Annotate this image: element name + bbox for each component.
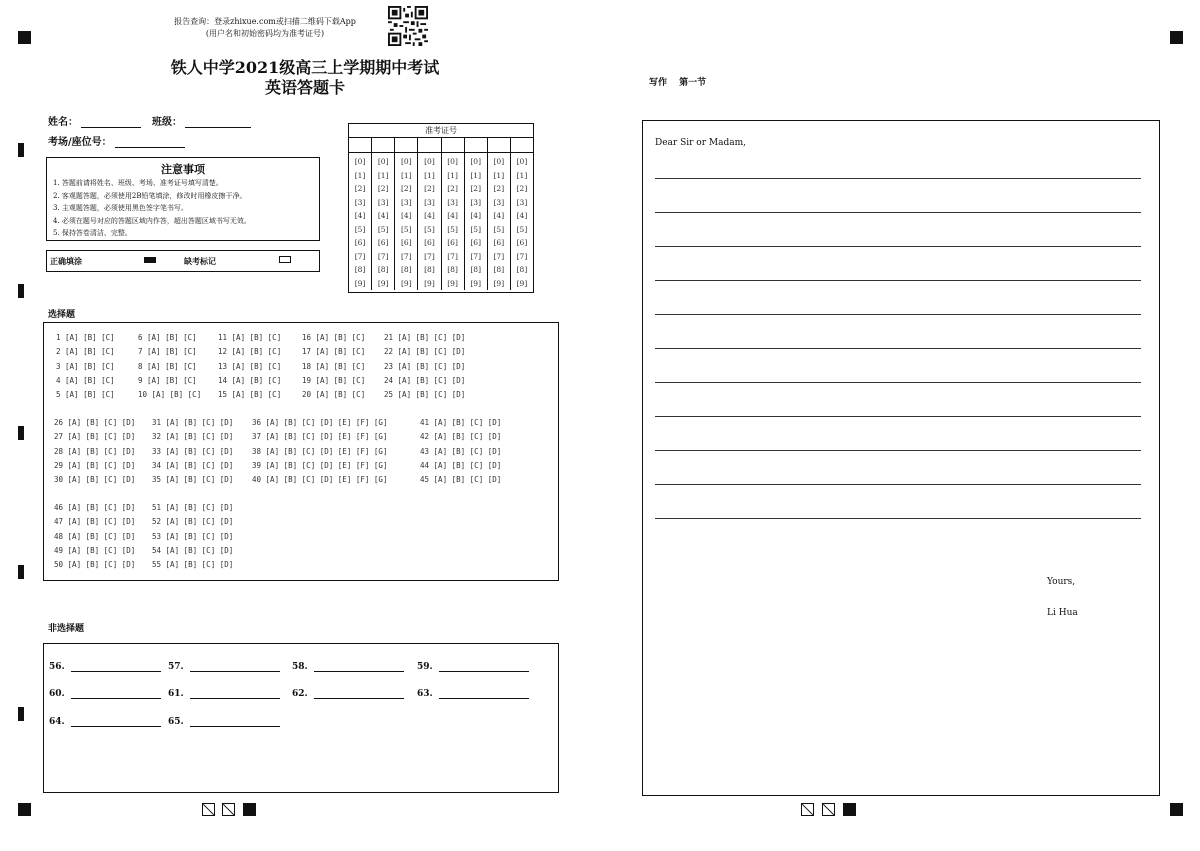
admission-digit-bubble[interactable]: [2] bbox=[447, 184, 458, 193]
admission-digit-bubble[interactable]: [8] bbox=[424, 265, 435, 274]
blank-number: 59. bbox=[417, 662, 433, 672]
admission-column bbox=[418, 153, 441, 290]
admission-digit-bubble[interactable]: [8] bbox=[447, 265, 458, 274]
choice-question-options[interactable]: 44 [A] [B] [C] [D] bbox=[420, 460, 502, 470]
admission-digit-bubble[interactable]: [9] bbox=[493, 278, 505, 288]
admission-column bbox=[395, 153, 418, 290]
choice-question-options[interactable]: 53 [A] [B] [C] [D] bbox=[152, 531, 234, 541]
choice-question-options[interactable]: 1 [A] [B] [C] bbox=[56, 333, 115, 342]
choice-question-options[interactable]: 45 [A] [B] [C] [D] bbox=[420, 475, 502, 485]
name-label: 姓名： bbox=[48, 117, 78, 128]
class-input-line[interactable] bbox=[185, 117, 251, 128]
page-mark bbox=[202, 803, 215, 816]
blank-input-line[interactable] bbox=[71, 688, 161, 699]
letter-greeting: Dear Sir or Madam, bbox=[655, 138, 746, 148]
choice-question-options[interactable]: 6 [A] [B] [C] bbox=[138, 333, 197, 342]
admission-digit-bubble[interactable]: [9] bbox=[516, 278, 528, 288]
writing-heading: 写作 第一节 bbox=[649, 78, 707, 88]
admission-cell[interactable] bbox=[511, 138, 533, 152]
class-label: 班级： bbox=[152, 117, 182, 128]
choice-section-label: 选择题 bbox=[48, 310, 76, 320]
page-title bbox=[130, 58, 480, 98]
admission-digit-bubble[interactable]: [3] bbox=[354, 197, 366, 207]
admission-digit-bubble[interactable]: [0] bbox=[424, 157, 435, 166]
page-mark bbox=[843, 803, 856, 816]
choice-question-options[interactable]: 51 [A] [B] [C] [D] bbox=[152, 503, 234, 512]
blank-number: 62. bbox=[292, 689, 308, 699]
page-mark bbox=[822, 803, 835, 816]
blank-answer bbox=[168, 661, 280, 672]
admission-digit-bubble[interactable]: [0] bbox=[447, 157, 458, 166]
choice-question-options[interactable]: 4 [A] [B] [C] bbox=[56, 375, 115, 385]
admission-digit-bubble[interactable]: [9] bbox=[354, 278, 366, 288]
choice-question-options[interactable]: 20 [A] [B] [C] bbox=[302, 390, 366, 400]
blank-input-line[interactable] bbox=[439, 688, 529, 699]
choice-question-options[interactable]: 36 [A] [B] [C] [D] [E] [F] [G] bbox=[252, 418, 388, 427]
admission-digit-bubble[interactable]: [4] bbox=[377, 211, 389, 220]
blank-input-line[interactable] bbox=[439, 661, 529, 672]
choice-question-options[interactable]: 47 [A] [B] [C] [D] bbox=[54, 517, 136, 527]
admission-digit-bubble[interactable]: [6] bbox=[354, 238, 366, 247]
choice-question-options[interactable]: 32 [A] [B] [C] [D] bbox=[152, 432, 234, 442]
choice-question-options[interactable]: 22 [A] [B] [C] [D] bbox=[384, 347, 466, 357]
admission-digit-bubble[interactable]: [2] bbox=[401, 184, 412, 193]
blank-input-line[interactable] bbox=[314, 661, 404, 672]
admission-digit-bubble[interactable]: [3] bbox=[401, 197, 412, 207]
notes-item: 2. 客观题答题，必须使用2B铅笔填涂，修改时用橡皮擦干净。 bbox=[53, 191, 247, 200]
admission-digit-bubble[interactable]: [4] bbox=[447, 211, 458, 220]
admission-cell[interactable] bbox=[418, 138, 441, 152]
report-notice-line1: 报告查询：登录zhixue.com或扫描二维码下载App bbox=[174, 17, 356, 26]
admission-digit-bubble[interactable]: [1] bbox=[401, 170, 412, 180]
choice-question-options[interactable]: 49 [A] [B] [C] [D] bbox=[54, 545, 136, 555]
qr-code-icon bbox=[388, 6, 428, 46]
registration-mark bbox=[1170, 803, 1183, 816]
admission-column bbox=[488, 153, 511, 290]
choice-question-options[interactable]: 39 [A] [B] [C] [D] [E] [F] [G] bbox=[252, 460, 388, 470]
blank-input-line[interactable] bbox=[190, 661, 280, 672]
admission-digit-bubble[interactable]: [1] bbox=[424, 170, 435, 180]
choice-question-options[interactable]: 55 [A] [B] [C] [D] bbox=[152, 560, 234, 570]
blank-number: 58. bbox=[292, 662, 308, 672]
blank-answer bbox=[49, 688, 161, 699]
registration-mark bbox=[18, 31, 31, 44]
admission-digit-bubble[interactable]: [6] bbox=[493, 238, 505, 247]
notes-title: 注意事项 bbox=[161, 163, 205, 176]
admission-digit-bubble[interactable]: [3] bbox=[424, 197, 435, 207]
admission-number-grid bbox=[348, 123, 534, 293]
choice-question-options[interactable]: 14 [A] [B] [C] bbox=[218, 375, 282, 385]
choice-question-options[interactable]: 25 [A] [B] [C] [D] bbox=[384, 390, 466, 400]
admission-digit-bubble[interactable]: [5] bbox=[354, 224, 366, 234]
choice-question-options[interactable]: 23 [A] [B] [C] [D] bbox=[384, 361, 466, 371]
writing-line[interactable] bbox=[655, 246, 1141, 247]
choice-question-options[interactable]: 34 [A] [B] [C] [D] bbox=[152, 460, 234, 470]
admission-digit-bubble[interactable]: [2] bbox=[377, 184, 389, 193]
choice-question-options[interactable]: 26 [A] [B] [C] [D] bbox=[54, 418, 136, 427]
admission-digit-bubble[interactable]: [9] bbox=[470, 278, 481, 288]
admission-column bbox=[465, 153, 488, 290]
choice-question-options[interactable]: 10 [A] [B] [C] bbox=[138, 390, 202, 400]
blank-input-line[interactable] bbox=[71, 716, 161, 727]
writing-line[interactable] bbox=[655, 348, 1141, 349]
admission-digit-bubble[interactable]: [8] bbox=[377, 265, 389, 274]
blank-input-line[interactable] bbox=[190, 688, 280, 699]
admission-digit-bubble[interactable]: [5] bbox=[401, 224, 412, 234]
choice-question-options[interactable]: 15 [A] [B] [C] bbox=[218, 390, 282, 400]
registration-mark bbox=[1170, 31, 1183, 44]
choice-question-options[interactable]: 40 [A] [B] [C] [D] [E] [F] [G] bbox=[252, 475, 388, 485]
admission-digit-bubble[interactable]: [7] bbox=[470, 251, 481, 261]
writing-line[interactable] bbox=[655, 178, 1141, 179]
admission-digit-bubble[interactable]: [8] bbox=[516, 265, 528, 274]
admission-digit-bubble[interactable]: [0] bbox=[354, 157, 366, 166]
choice-question-options[interactable]: 24 [A] [B] [C] [D] bbox=[384, 375, 466, 385]
admission-digit-bubble[interactable]: [7] bbox=[401, 251, 412, 261]
blank-answer bbox=[417, 688, 529, 699]
seat-label: 考场/座位号： bbox=[48, 137, 112, 148]
letter-signature: Li Hua bbox=[1047, 608, 1078, 618]
blank-number: 64. bbox=[49, 717, 65, 727]
admission-column bbox=[349, 153, 372, 290]
admission-digit-bubble[interactable]: [8] bbox=[493, 265, 505, 274]
name-input-line[interactable] bbox=[81, 117, 141, 128]
admission-digit-bubble[interactable]: [5] bbox=[377, 224, 389, 234]
choice-question-options[interactable]: 5 [A] [B] [C] bbox=[56, 390, 115, 400]
registration-mark bbox=[18, 803, 31, 816]
choice-answer-box bbox=[43, 322, 559, 581]
admission-digit-bubble[interactable]: [9] bbox=[401, 278, 412, 288]
admission-digit-bubble[interactable]: [1] bbox=[516, 170, 528, 180]
admission-digit-bubble[interactable]: [5] bbox=[493, 224, 505, 234]
admission-digit-bubble[interactable]: [5] bbox=[516, 224, 528, 234]
admission-digit-bubble[interactable]: [2] bbox=[516, 184, 528, 193]
timing-mark bbox=[18, 284, 24, 298]
admission-digit-bubble[interactable]: [1] bbox=[354, 170, 366, 180]
choice-question-options[interactable]: 8 [A] [B] [C] bbox=[138, 361, 197, 371]
writing-line[interactable] bbox=[655, 382, 1141, 383]
blank-input-line[interactable] bbox=[190, 716, 280, 727]
admission-digit-bubble[interactable]: [6] bbox=[470, 238, 481, 247]
choice-question-options[interactable]: 13 [A] [B] [C] bbox=[218, 361, 282, 371]
admission-digit-bubble[interactable]: [5] bbox=[424, 224, 435, 234]
blank-input-line[interactable] bbox=[71, 661, 161, 672]
admission-cell[interactable] bbox=[488, 138, 511, 152]
choice-question-options[interactable]: 38 [A] [B] [C] [D] [E] [F] [G] bbox=[252, 446, 388, 456]
admission-digit-bubble[interactable]: [5] bbox=[470, 224, 481, 234]
blank-answer bbox=[168, 688, 280, 699]
admission-column bbox=[442, 153, 465, 290]
report-notice bbox=[150, 16, 380, 40]
admission-write-cells bbox=[349, 138, 533, 153]
choice-question-options[interactable]: 9 [A] [B] [C] bbox=[138, 375, 197, 385]
admission-digit-bubble[interactable]: [4] bbox=[424, 211, 435, 220]
writing-answer-box bbox=[642, 120, 1160, 796]
blank-answer bbox=[292, 688, 404, 699]
name-field bbox=[48, 113, 141, 128]
admission-title: 准考证号 bbox=[349, 124, 533, 138]
choice-question-options[interactable]: 50 [A] [B] [C] [D] bbox=[54, 560, 136, 570]
absent-mark-label: 缺考标记 bbox=[184, 256, 216, 266]
choice-question-options[interactable]: 41 [A] [B] [C] [D] bbox=[420, 418, 502, 427]
choice-question-options[interactable]: 29 [A] [B] [C] [D] bbox=[54, 460, 136, 470]
choice-question-options[interactable]: 46 [A] [B] [C] [D] bbox=[54, 503, 136, 512]
admission-digit-bubble[interactable]: [3] bbox=[447, 197, 458, 207]
admission-digit-bubble[interactable]: [1] bbox=[493, 170, 505, 180]
choice-question-options[interactable]: 27 [A] [B] [C] [D] bbox=[54, 432, 136, 442]
notes-item: 3. 主观题答题，必须使用黑色签字笔书写。 bbox=[53, 204, 188, 212]
timing-mark bbox=[18, 565, 24, 579]
admission-digit-bubble[interactable]: [6] bbox=[424, 238, 435, 247]
nonchoice-section-label: 非选择题 bbox=[48, 624, 85, 634]
admission-digit-bubble[interactable]: [7] bbox=[493, 251, 505, 261]
choice-question-options[interactable]: 7 [A] [B] [C] bbox=[138, 347, 197, 357]
blank-number: 63. bbox=[417, 689, 433, 699]
choice-question-options[interactable]: 3 [A] [B] [C] bbox=[56, 361, 115, 371]
blank-number: 65. bbox=[168, 717, 184, 727]
choice-question-options[interactable]: 48 [A] [B] [C] [D] bbox=[54, 531, 136, 541]
admission-digit-bubble[interactable]: [3] bbox=[377, 197, 389, 207]
admission-digit-bubble[interactable]: [9] bbox=[377, 278, 389, 288]
blank-answer bbox=[417, 661, 529, 672]
notes-item: 4. 必须在题号对应的答题区域内作答，超出答题区域书写无效。 bbox=[53, 216, 251, 225]
report-notice-line2: (用户名和初始密码均为准考证号) bbox=[205, 29, 325, 38]
writing-line[interactable] bbox=[655, 416, 1141, 417]
nonchoice-answer-box bbox=[43, 643, 559, 793]
choice-question-options[interactable]: 19 [A] [B] [C] bbox=[302, 375, 366, 385]
admission-cell[interactable] bbox=[349, 138, 372, 152]
admission-digit-bubble[interactable]: [9] bbox=[424, 278, 435, 288]
page-mark bbox=[222, 803, 235, 816]
admission-digit-bubble[interactable]: [4] bbox=[401, 211, 412, 220]
admission-digit-bubble[interactable]: [1] bbox=[377, 170, 389, 180]
admission-digit-bubble[interactable]: [7] bbox=[354, 251, 366, 261]
seat-input-line[interactable] bbox=[115, 137, 185, 148]
admission-digit-bubble[interactable]: [2] bbox=[493, 184, 505, 193]
choice-question-options[interactable]: 54 [A] [B] [C] [D] bbox=[152, 545, 234, 555]
choice-question-options[interactable]: 16 [A] [B] [C] bbox=[302, 333, 366, 342]
admission-column bbox=[372, 153, 395, 290]
choice-question-options[interactable]: 17 [A] [B] [C] bbox=[302, 347, 366, 357]
blank-answer bbox=[168, 716, 280, 727]
choice-question-options[interactable]: 11 [A] [B] [C] bbox=[218, 333, 282, 342]
admission-digit-bubble[interactable]: [9] bbox=[447, 278, 458, 288]
admission-digit-bubble[interactable]: [7] bbox=[377, 251, 389, 261]
admission-cell[interactable] bbox=[442, 138, 465, 152]
page-title-line1: 铁人中学2021级高三上学期期中考试 bbox=[170, 58, 440, 77]
choice-question-options[interactable]: 12 [A] [B] [C] bbox=[218, 347, 282, 357]
admission-bubble-columns bbox=[349, 153, 533, 290]
page-mark bbox=[801, 803, 814, 816]
page-mark bbox=[243, 803, 256, 816]
choice-question-options[interactable]: 42 [A] [B] [C] [D] bbox=[420, 432, 502, 442]
choice-question-options[interactable]: 31 [A] [B] [C] [D] bbox=[152, 418, 234, 427]
choice-question-options[interactable]: 30 [A] [B] [C] [D] bbox=[54, 475, 136, 485]
writing-line[interactable] bbox=[655, 212, 1141, 213]
page-title-line2: 英语答题卡 bbox=[264, 78, 345, 97]
timing-mark bbox=[18, 143, 24, 157]
admission-digit-bubble[interactable]: [0] bbox=[401, 157, 412, 166]
blank-number: 57. bbox=[168, 662, 184, 672]
blank-answer bbox=[49, 661, 161, 672]
timing-mark bbox=[18, 426, 24, 440]
admission-digit-bubble[interactable]: [0] bbox=[377, 157, 389, 166]
writing-line[interactable] bbox=[655, 280, 1141, 281]
admission-digit-bubble[interactable]: [8] bbox=[401, 265, 412, 274]
admission-digit-bubble[interactable]: [6] bbox=[516, 238, 528, 247]
admission-digit-bubble[interactable]: [8] bbox=[470, 265, 481, 274]
admission-digit-bubble[interactable]: [1] bbox=[470, 170, 481, 180]
absent-mark-checkbox[interactable] bbox=[279, 256, 291, 263]
writing-line[interactable] bbox=[655, 450, 1141, 451]
blank-answer bbox=[292, 661, 404, 672]
blank-number: 61. bbox=[168, 689, 184, 699]
notes-item: 1. 答题前请将姓名、班级、考场、准考证号填写清楚。 bbox=[53, 179, 223, 187]
admission-digit-bubble[interactable]: [6] bbox=[401, 238, 412, 247]
admission-cell[interactable] bbox=[395, 138, 418, 152]
admission-digit-bubble[interactable]: [0] bbox=[493, 157, 505, 166]
blank-number: 56. bbox=[49, 662, 65, 672]
choice-question-options[interactable]: 35 [A] [B] [C] [D] bbox=[152, 475, 234, 485]
admission-digit-bubble[interactable]: [7] bbox=[516, 251, 528, 261]
admission-digit-bubble[interactable]: [2] bbox=[470, 184, 481, 193]
admission-digit-bubble[interactable]: [5] bbox=[447, 224, 458, 234]
admission-cell[interactable] bbox=[465, 138, 488, 152]
seat-field bbox=[48, 133, 185, 148]
choice-question-options[interactable]: 37 [A] [B] [C] [D] [E] [F] [G] bbox=[252, 432, 388, 442]
correct-fill-sample bbox=[144, 257, 156, 263]
admission-column bbox=[511, 153, 533, 290]
choice-question-options[interactable]: 28 [A] [B] [C] [D] bbox=[54, 446, 136, 456]
admission-digit-bubble[interactable]: [6] bbox=[377, 238, 389, 247]
choice-question-options[interactable]: 18 [A] [B] [C] bbox=[302, 361, 366, 371]
choice-question-options[interactable]: 52 [A] [B] [C] [D] bbox=[152, 517, 234, 527]
notes-item: 5. 保持答卷清洁、完整。 bbox=[53, 229, 132, 237]
notes-box bbox=[46, 157, 320, 241]
admission-digit-bubble[interactable]: [6] bbox=[447, 238, 458, 247]
choice-question-options[interactable]: 43 [A] [B] [C] [D] bbox=[420, 446, 502, 456]
blank-number: 60. bbox=[49, 689, 65, 699]
blank-input-line[interactable] bbox=[314, 688, 404, 699]
correct-fill-label: 正确填涂 bbox=[50, 256, 82, 266]
admission-digit-bubble[interactable]: [3] bbox=[493, 197, 505, 207]
blank-answer bbox=[49, 716, 161, 727]
admission-digit-bubble[interactable]: [3] bbox=[470, 197, 481, 207]
admission-digit-bubble[interactable]: [2] bbox=[424, 184, 435, 193]
choice-question-options[interactable]: 2 [A] [B] [C] bbox=[56, 347, 115, 357]
writing-line[interactable] bbox=[655, 484, 1141, 485]
admission-digit-bubble[interactable]: [3] bbox=[516, 197, 528, 207]
fill-legend bbox=[46, 250, 320, 272]
admission-digit-bubble[interactable]: [4] bbox=[470, 211, 481, 220]
admission-digit-bubble[interactable]: [7] bbox=[447, 251, 458, 261]
writing-line[interactable] bbox=[655, 518, 1141, 519]
admission-digit-bubble[interactable]: [4] bbox=[516, 211, 528, 220]
timing-mark bbox=[18, 707, 24, 721]
choice-question-options[interactable]: 21 [A] [B] [C] [D] bbox=[384, 333, 466, 342]
admission-digit-bubble[interactable]: [7] bbox=[424, 251, 435, 261]
admission-digit-bubble[interactable]: [1] bbox=[447, 170, 458, 180]
admission-digit-bubble[interactable]: [4] bbox=[493, 211, 505, 220]
class-field bbox=[152, 113, 251, 128]
admission-digit-bubble[interactable]: [0] bbox=[470, 157, 481, 166]
writing-line[interactable] bbox=[655, 314, 1141, 315]
admission-digit-bubble[interactable]: [2] bbox=[354, 184, 366, 193]
admission-digit-bubble[interactable]: [4] bbox=[354, 211, 366, 220]
admission-digit-bubble[interactable]: [8] bbox=[354, 265, 366, 274]
choice-question-options[interactable]: 33 [A] [B] [C] [D] bbox=[152, 446, 234, 456]
admission-cell[interactable] bbox=[372, 138, 395, 152]
admission-digit-bubble[interactable]: [0] bbox=[516, 157, 528, 166]
letter-closing: Yours, bbox=[1047, 577, 1076, 587]
